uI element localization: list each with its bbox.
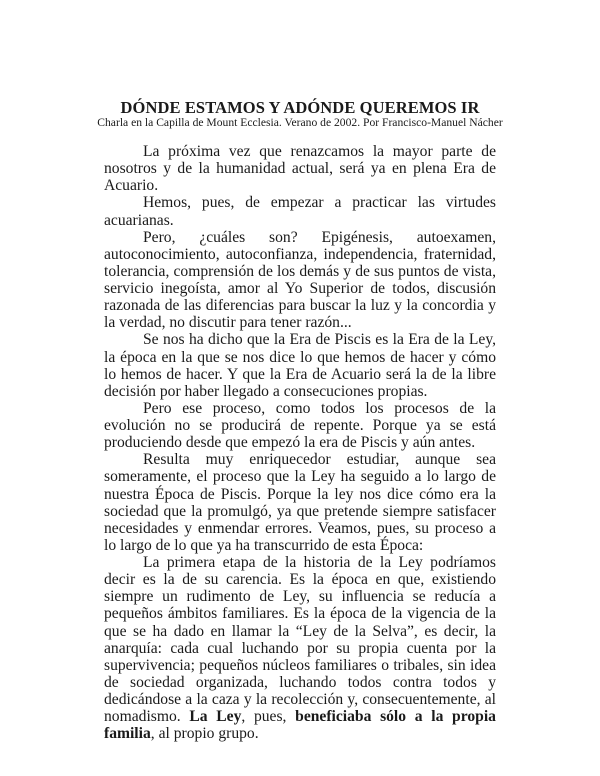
paragraph: Pero, ¿cuáles son? Epigénesis, autoexamen, autoconocimiento, autoconfianza, independencia, fraternidad, tolerancia, comprensión de los demás y de sus puntos de vista, servicio inegoísta, amor al Yo Superior de todos, discusión razonada de las diferencias para buscar la luz y la concordia y la verdad, no discutir para tener razón... [104, 228, 496, 332]
paragraph-last [104, 554, 496, 742]
paragraph-text: , al propio grupo. [150, 725, 259, 743]
document-subtitle: Charla en la Capilla de Mount Ecclesia. Verano de 2002. Por Francisco-Manuel Nácher [97, 116, 503, 129]
document-body [104, 143, 496, 742]
paragraph: Se nos ha dicho que la Era de Piscis es la Era de la Ley, la época en la que se nos dice lo que hemos de hacer y cómo lo hemos de hacer. Y que la Era de Acuario será la de la libre decisión por haber llegado a consecuciones propias. [104, 331, 496, 400]
bold-phrase: La Ley [189, 708, 242, 726]
paragraph-text: , pues, [241, 708, 296, 726]
paragraph: Pero ese proceso, como todos los procesos de la evolución no se producirá de repente. Porque ya se está produciendo desde que empezó la era de Piscis y aún antes. [104, 399, 496, 452]
document-title: DÓNDE ESTAMOS Y ADÓNDE QUEREMOS IR [120, 98, 480, 117]
bold-phrase: beneficiaba sólo a la propia familia [104, 708, 496, 743]
paragraph-text: La primera etapa de la historia de la Ley podríamos decir es la de su carencia. Es la época en que, existiendo siempre un rudimento de Ley, su influencia se reducía a pequeños ámbitos familiares. Es la época de la vigencia de la que se ha dado en llamar la “Ley de la Selva”, es decir, la anarquía: cada cual luchando por su propia cuenta por la supervivencia; pequeños núcleos familiares o tribales, sin idea de sociedad organizada, luchando todos contra todos y dedicándose a la caza y la recolección y, consecuentemente, al nomadismo. [104, 554, 496, 726]
paragraph: Resulta muy enriquecedor estudiar, aunque sea someramente, el proceso que la Ley ha seguido a lo largo de nuestra Época de Piscis. Porque la ley nos dice cómo era la sociedad que la promulgó, ya que pretende siempre satisfacer necesidades y enmendar errores. Veamos, pues, su proceso a lo largo de lo que ya ha transcurrido de esta Época: [104, 451, 496, 554]
paragraph: La próxima vez que renazcamos la mayor parte de nosotros y de la humanidad actual, será ya en plena Era de Acuario. [104, 143, 496, 195]
paragraph: Hemos, pues, de empezar a practicar las virtudes acuarianas. [104, 194, 496, 229]
